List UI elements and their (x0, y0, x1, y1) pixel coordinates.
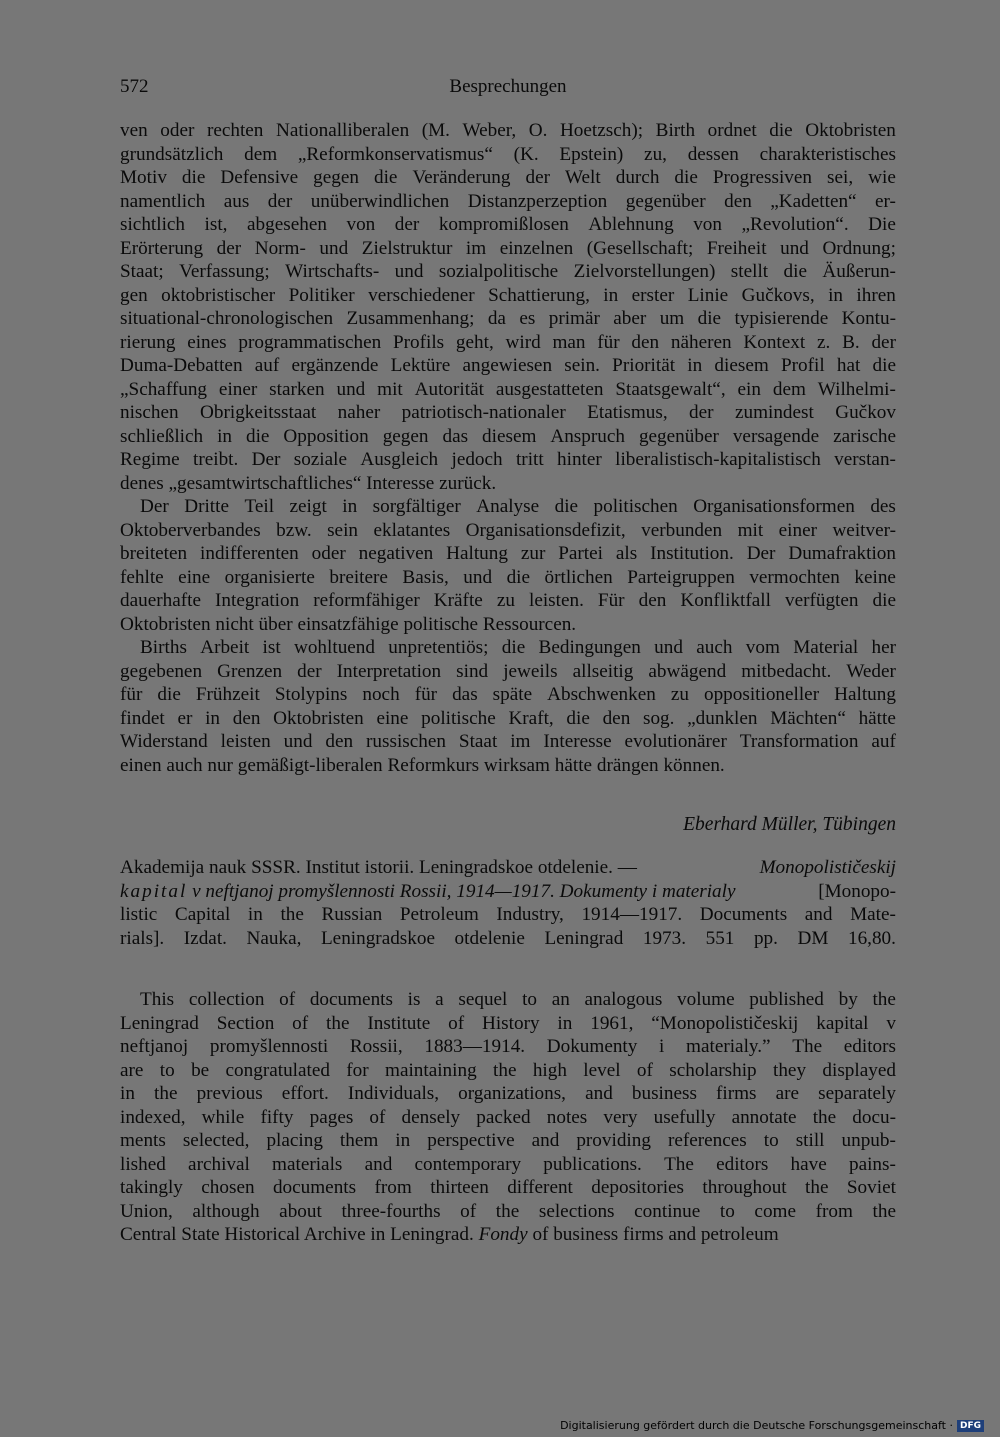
text-line: Motiv die Defensive gegen die Veränderung der Welt durch die Progressiven sei, wie (120, 167, 896, 188)
text-line: Erörterung der Norm- und Zielstruktur im einzelnen (Gesellschaft; Freiheit und Ordnung; (120, 237, 896, 259)
digitization-footer (560, 1419, 984, 1432)
dfg-logo: DFG (957, 1420, 984, 1432)
review-text-english (120, 988, 896, 1247)
text-line: für die Frühzeit Stolypins noch für das späte Abschwenken zu oppositioneller Haltung (120, 684, 896, 705)
text-line: Regime treibt. Der soziale Ausgleich jedoch tritt hinter liberalistisch-kapitalistisch verstan- (120, 449, 896, 470)
page-header (120, 76, 896, 102)
reference-line: kapital v neftjanoj promyšlennosti Rossii, 1914—1917. Dokumenty i materialy [Monopo- (120, 880, 896, 902)
text-line: nischen Obrigkeitsstaat naher patriotisch-nationaler Etatismus, der zumindest Gučkov (120, 402, 896, 423)
text-line: einen auch nur gemäßigt-liberalen Reformkurs wirksam hätte drängen können. (120, 754, 725, 776)
text-line: denes „gesamtwirtschaftliches“ Interesse zurück. (120, 472, 497, 494)
text-line: indexed, while fifty pages of densely packed notes very usefully annotate the docu- (120, 1106, 896, 1128)
text-line: Staat; Verfassung; Wirtschafts- und sozialpolitische Zielvorstellungen) stellt die Äußerun- (120, 261, 896, 282)
reference-line: Akademija nauk SSSR. Institut istorii. Leningradskoe otdelenie. — Monopolističeskij (120, 857, 896, 878)
text-line: grundsätzlich dem „Reformkonservatismus“ (K. Epstein) zu, dessen charakteristisches (120, 143, 896, 165)
page-number: 572 (120, 76, 149, 97)
book-reference (120, 856, 896, 950)
text-line: ments selected, placing them in perspective and providing references to still unpub- (120, 1130, 896, 1151)
reviewer-signature: Eberhard Müller, Tübingen (683, 814, 896, 835)
text-line: takingly chosen documents from thirteen different depositories throughout the Soviet (120, 1177, 896, 1198)
text-line: gegebenen Grenzen der Interpretation sind jeweils allseitig abwägend mitbedacht. Weder (120, 660, 896, 682)
text-line: This collection of documents is a sequel to an analogous volume published by the (140, 989, 896, 1010)
text-line: lished archival materials and contemporary publications. The editors have pains- (120, 1153, 896, 1175)
text-line: Oktoberverbandes bzw. sein eklatantes Organisationsdefizit, verbunden mit einer weitver- (120, 519, 896, 541)
text-line: Widerstand leisten und den russischen Staat im Interesse evolutionärer Transformation auf (120, 731, 896, 752)
text-line: findet er in den Oktobristen eine politische Kraft, die den sog. „dunklen Mächten“ hätte (120, 707, 896, 729)
text-line: breiteten indifferenten oder negativen Haltung zur Partei als Institution. Der Dumafraktion (120, 543, 896, 564)
review-text-german (120, 119, 896, 777)
text-line: „Schaffung einer starken und mit Autorität ausgestatteten Staatsgewalt“, ein dem Wilhelmi- (120, 378, 896, 400)
text-line: ven oder rechten Nationalliberalen (M. Weber, O. Hoetzsch); Birth ordnet die Oktobristen (120, 120, 896, 141)
text-line: Der Dritte Teil zeigt in sorgfältiger Analyse die politischen Organisationsformen des (140, 496, 896, 517)
reference-line: rials]. Izdat. Nauka, Leningradskoe otdelenie Leningrad 1973. 551 pp. DM 16,80. (120, 927, 896, 949)
text-line: Leningrad Section of the Institute of History in 1961, “Monopolističeskij kapital v (120, 1012, 896, 1034)
text-line: Duma-Debatten auf ergänzende Lektüre angewiesen sein. Priorität in diesem Profil hat die (120, 355, 896, 376)
text-line: fehlte eine organisierte breitere Basis, und die örtlichen Parteigruppen vermochten keine (120, 566, 896, 588)
text-line: situational-chronologischen Zusammenhang; da es primär aber um die typisierende Kontu- (120, 308, 896, 329)
reference-line: listic Capital in the Russian Petroleum Industry, 1914—1917. Documents and Mate- (120, 904, 896, 925)
text-line: dauerhafte Integration reformfähiger Kräfte zu leisten. Für den Konfliktfall verfügten die (120, 590, 896, 611)
text-line: Oktobristen nicht über einsatzfähige politische Ressourcen. (120, 613, 577, 635)
text-line: Central State Historical Archive in Leningrad. Fondy of business firms and petroleum (120, 1224, 779, 1245)
text-line: Union, although about three-fourths of the selections continue to come from the (120, 1200, 896, 1222)
text-line: namentlich aus der unüberwindlichen Distanzperzeption gegenüber den „Kadetten“ er- (120, 190, 896, 212)
text-line: neftjanoj promyšlennosti Rossii, 1883—1914. Dokumenty i materialy.” The editors (120, 1036, 896, 1057)
text-line: gen oktobristischer Politiker verschiedener Schattierung, in erster Linie Gučkovs, in ihren (120, 284, 896, 306)
text-line: schließlich in die Opposition gegen das diesem Anspruch gegenüber versagende zarische (120, 425, 896, 447)
footer-text: Digitalisierung gefördert durch die Deutsche Forschungsgemeinschaft · (560, 1419, 953, 1432)
text-line: in the previous effort. Individuals, organizations, and business firms are separately (120, 1083, 896, 1104)
text-line: Births Arbeit ist wohltuend unpretentiös; die Bedingungen und auch vom Material her (140, 637, 896, 658)
text-line: sichtlich ist, abgesehen von der kompromißlosen Ablehnung von „Revolution“. Die (120, 214, 896, 235)
running-head: Besprechungen (449, 76, 567, 97)
text-line: rierung eines programmatischen Profils geht, wird man für den näheren Kontext z. B. der (120, 331, 896, 353)
text-line: are to be congratulated for maintaining the high level of scholarship they displayed (120, 1059, 896, 1081)
